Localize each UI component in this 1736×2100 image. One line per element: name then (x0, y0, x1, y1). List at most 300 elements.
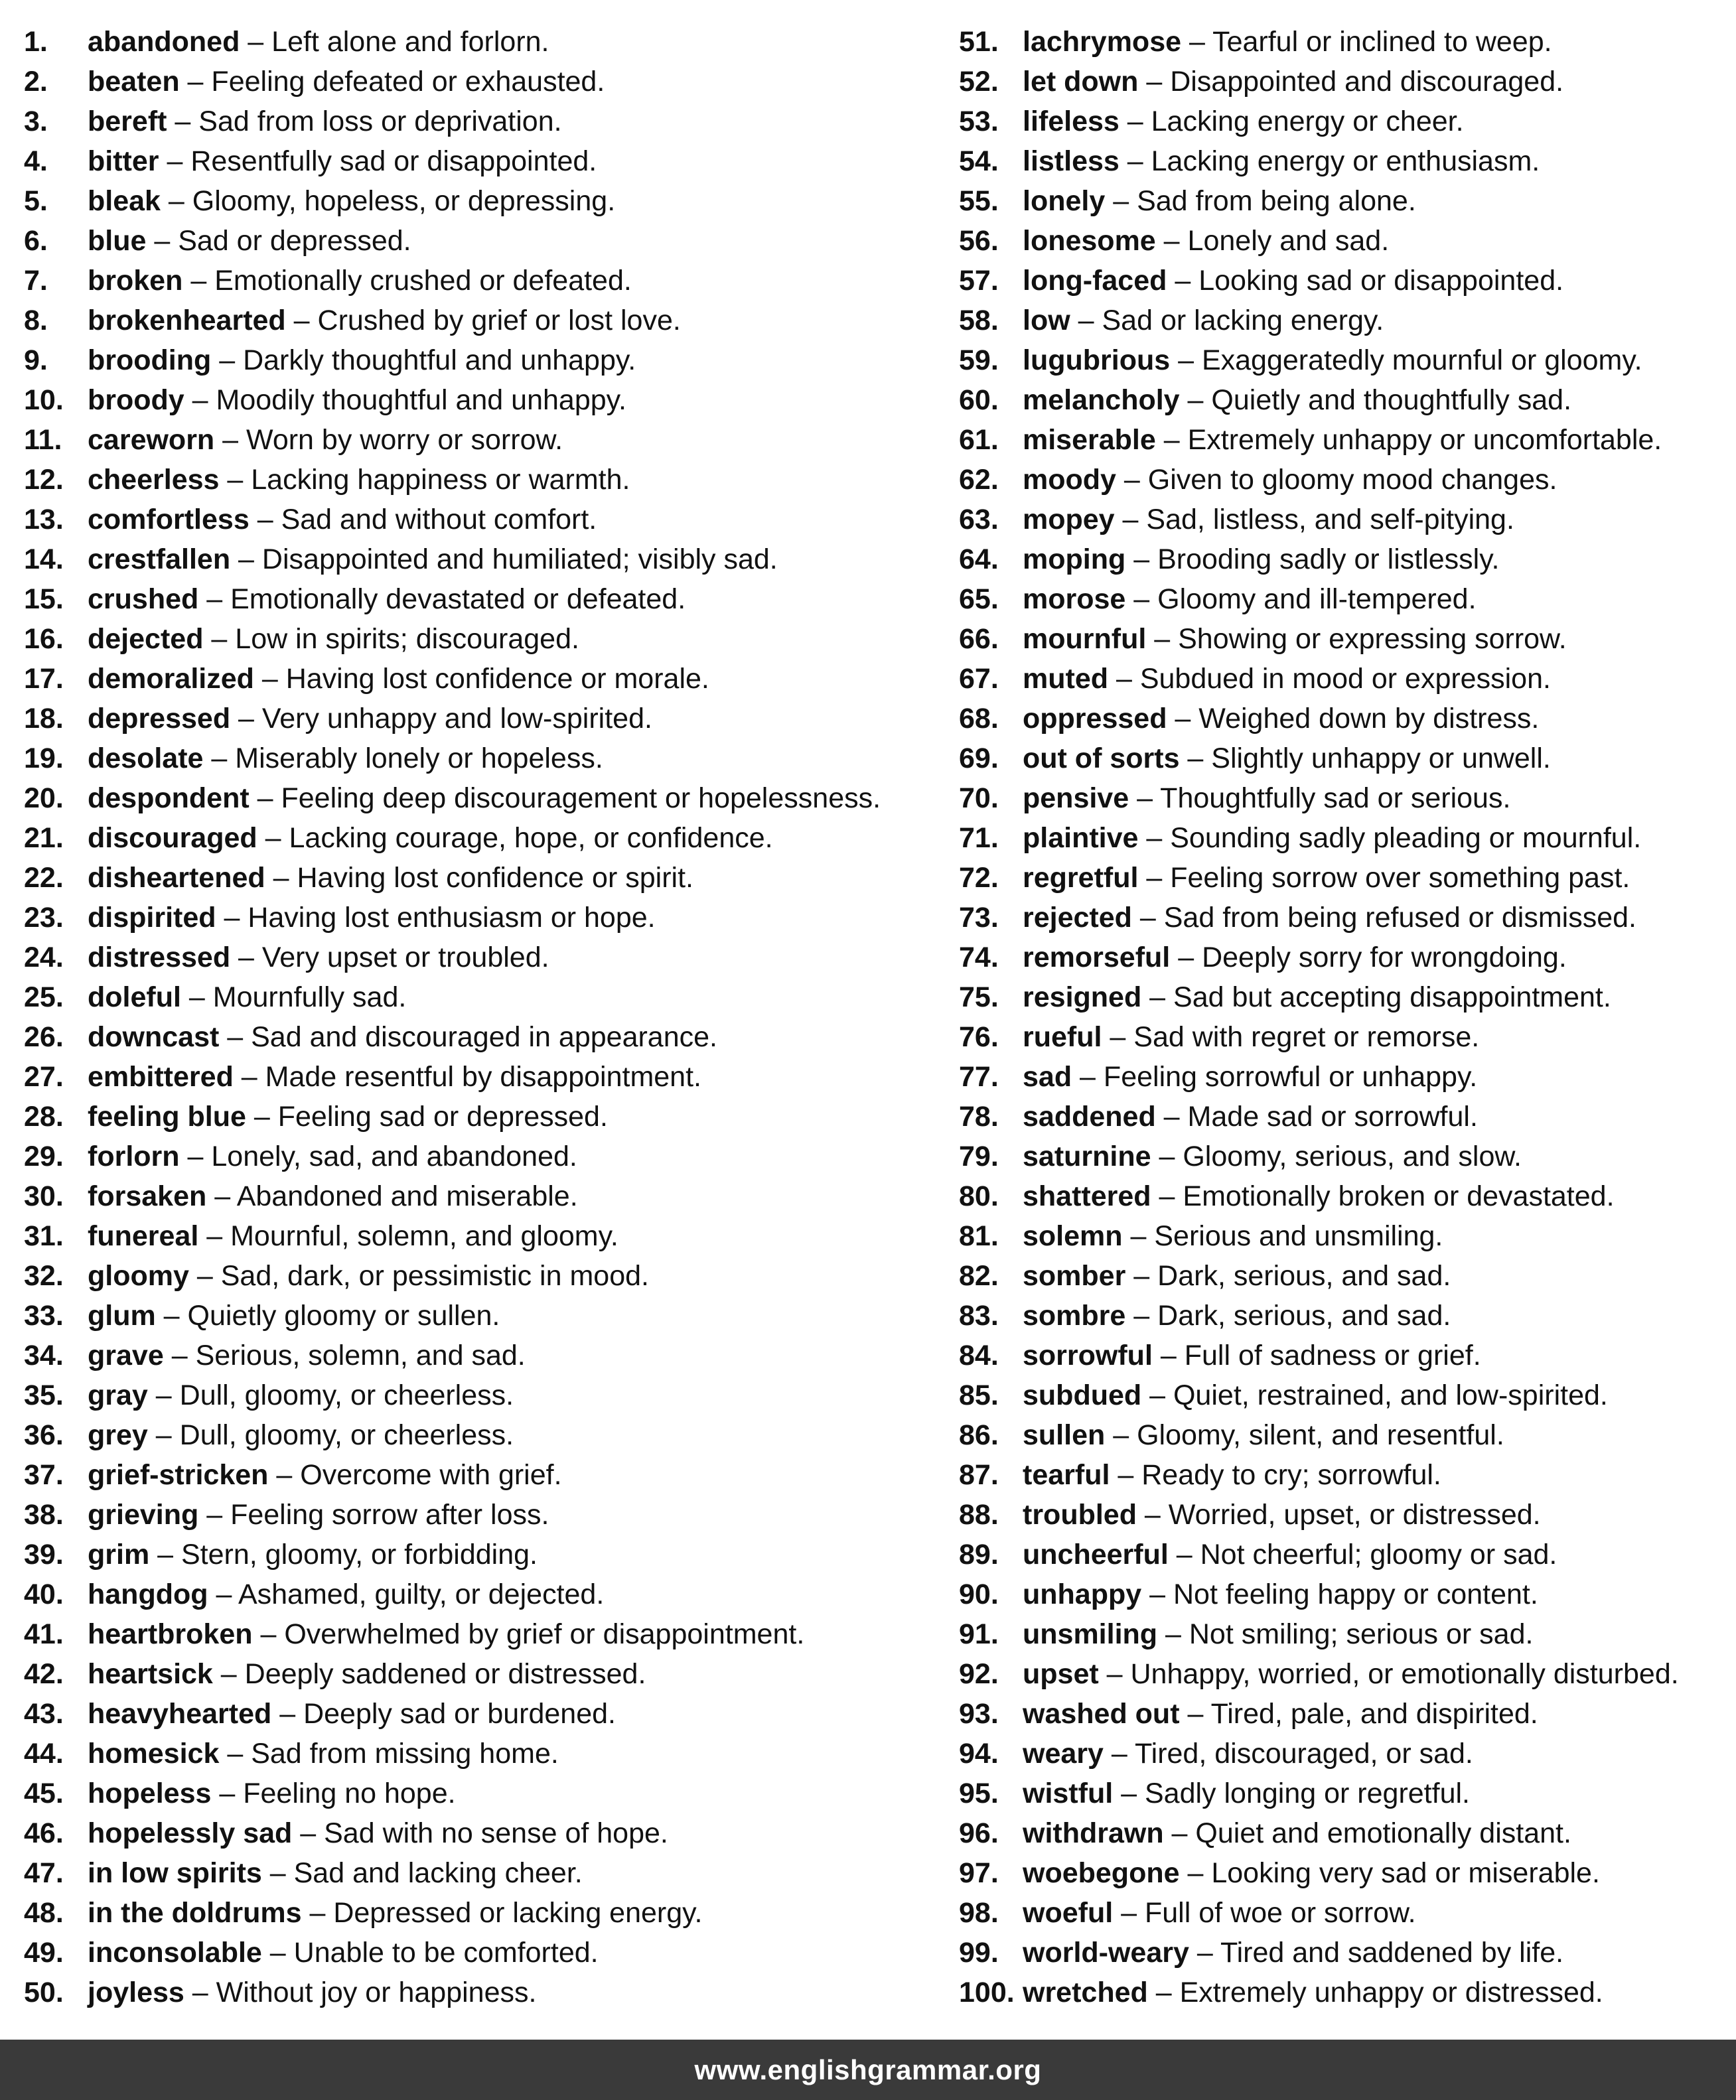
entry-content (1023, 1614, 1533, 1654)
entry-number: 65. (959, 583, 999, 615)
word-entry (24, 1017, 940, 1057)
entry-definition: Lonely, sad, and abandoned. (211, 1141, 577, 1172)
entry-definition: Moodily thoughtful and unhappy. (216, 384, 626, 416)
entry-definition: Worried, upset, or distressed. (1168, 1499, 1541, 1531)
word-entry (959, 778, 1729, 818)
word-entry (24, 102, 940, 141)
entry-number: 44. (24, 1738, 64, 1770)
entry-separator: – (1125, 1260, 1158, 1292)
entry-separator: – (1141, 1379, 1173, 1411)
entry-number: 64. (959, 543, 999, 575)
entry-separator: – (1110, 1459, 1142, 1491)
word-entry (959, 1893, 1729, 1933)
word-entry (959, 340, 1729, 380)
entry-number: 100. (959, 1977, 1015, 2008)
entry-term: in the doldrums (88, 1897, 302, 1929)
entry-separator: – (206, 1180, 237, 1212)
word-entry (24, 1176, 940, 1216)
entry-content (88, 579, 686, 619)
word-entry (959, 22, 1729, 62)
entry-definition: Having lost confidence or morale. (285, 663, 709, 695)
entry-definition: Sad and discouraged in appearance. (251, 1021, 717, 1053)
word-entry (959, 1216, 1729, 1256)
entry-content (1023, 1973, 1603, 2012)
entry-separator: – (167, 105, 199, 137)
word-entry (24, 1853, 940, 1893)
entry-separator: – (203, 623, 236, 655)
entry-number: 57. (959, 265, 999, 297)
entry-term: miserable (1023, 424, 1156, 456)
entry-term: weary (1023, 1738, 1104, 1770)
entry-term: upset (1023, 1658, 1099, 1690)
word-entry (959, 938, 1729, 977)
entry-term: resigned (1023, 981, 1142, 1013)
entry-term: dejected (88, 623, 204, 655)
word-entry (959, 1017, 1729, 1057)
entry-definition: Quietly gloomy or sullen. (187, 1300, 500, 1332)
entry-separator: – (203, 742, 236, 774)
entry-separator: – (285, 305, 318, 336)
entry-number: 28. (24, 1101, 64, 1133)
word-entry (959, 1973, 1729, 2012)
entry-definition: Tired and saddened by life. (1220, 1937, 1564, 1969)
entry-definition: Sad, listless, and self-pitying. (1146, 504, 1514, 535)
entry-number: 10. (24, 384, 64, 416)
entry-term: tearful (1023, 1459, 1110, 1491)
entry-content (1023, 221, 1389, 261)
word-entry (959, 1495, 1729, 1535)
word-entry (959, 1256, 1729, 1296)
entry-term: forlorn (88, 1141, 180, 1172)
entry-content (1023, 1375, 1608, 1415)
entry-number: 20. (24, 782, 64, 814)
entry-number: 36. (24, 1419, 64, 1451)
entry-separator: – (252, 1618, 285, 1650)
entry-separator: – (1070, 305, 1102, 336)
entry-separator: – (253, 663, 286, 695)
entry-number: 5. (24, 185, 48, 217)
entry-separator: – (1179, 742, 1212, 774)
word-entry (24, 579, 940, 619)
entry-term: in low spirits (88, 1857, 262, 1889)
entry-content (1023, 699, 1539, 738)
entry-number: 3. (24, 105, 48, 137)
word-entry (24, 340, 940, 380)
entry-content (88, 1455, 562, 1495)
entry-separator: – (1157, 1618, 1189, 1650)
entry-term: disheartened (88, 862, 265, 894)
entry-separator: – (230, 703, 262, 735)
word-entry (959, 579, 1729, 619)
entry-separator: – (179, 66, 212, 98)
entry-separator: – (268, 1459, 301, 1491)
entry-content (1023, 181, 1416, 221)
entry-term: grey (88, 1419, 148, 1451)
word-entry (959, 141, 1729, 181)
entry-number: 73. (959, 902, 999, 934)
entry-term: unsmiling (1023, 1618, 1158, 1650)
entry-term: embittered (88, 1061, 234, 1093)
entry-definition: Brooding sadly or listlessly. (1157, 543, 1500, 575)
word-entry (959, 738, 1729, 778)
entry-separator: – (292, 1817, 325, 1849)
entry-term: lugubrious (1023, 344, 1171, 376)
entry-number: 97. (959, 1857, 999, 1889)
entry-content (88, 221, 411, 261)
entry-separator: – (1170, 344, 1202, 376)
entry-separator: – (149, 1539, 181, 1571)
entry-definition: Sad from being refused or dismissed. (1163, 902, 1636, 934)
entry-term: bereft (88, 105, 167, 137)
entry-content (88, 619, 579, 659)
entry-definition: Depressed or lacking energy. (333, 1897, 703, 1929)
entry-separator: – (1141, 1578, 1173, 1610)
entry-content (88, 301, 681, 340)
entry-content (88, 738, 603, 778)
entry-term: woeful (1023, 1897, 1114, 1929)
word-entry (959, 977, 1729, 1017)
entry-separator: – (1179, 1698, 1211, 1730)
word-entry (959, 1933, 1729, 1973)
entry-content (1023, 1336, 1481, 1375)
entry-separator: – (1146, 623, 1179, 655)
word-entry (959, 1176, 1729, 1216)
entry-term: heartbroken (88, 1618, 253, 1650)
entry-number: 66. (959, 623, 999, 655)
entry-number: 99. (959, 1937, 999, 1969)
word-entry (959, 699, 1729, 738)
entry-content (88, 261, 632, 301)
entry-separator: – (1151, 1141, 1183, 1172)
entry-content (1023, 1774, 1470, 1813)
word-entry (959, 818, 1729, 858)
entry-term: rejected (1023, 902, 1132, 934)
entry-separator: – (147, 1419, 180, 1451)
entry-content (88, 420, 563, 460)
entry-content (88, 818, 773, 858)
entry-definition: Deeply sorry for wrongdoing. (1202, 942, 1567, 973)
entry-definition: Left alone and forlorn. (271, 26, 549, 58)
entry-separator: – (1125, 1300, 1158, 1332)
entry-definition: Dark, serious, and sad. (1157, 1260, 1451, 1292)
entry-definition: Having lost confidence or spirit. (297, 862, 693, 894)
entry-content (88, 659, 709, 699)
entry-separator: – (1116, 464, 1148, 496)
entry-separator: – (1138, 862, 1171, 894)
entry-definition: Sad or depressed. (178, 225, 411, 257)
entry-term: distressed (88, 942, 231, 973)
entry-separator: – (1151, 1180, 1183, 1212)
entry-content (1023, 818, 1641, 858)
entry-term: wretched (1023, 1977, 1148, 2008)
entry-number: 53. (959, 105, 999, 137)
entry-definition: Dark, serious, and sad. (1157, 1300, 1451, 1332)
entry-definition: Sad with regret or remorse. (1133, 1021, 1480, 1053)
entry-term: sorrowful (1023, 1340, 1153, 1371)
entry-content (88, 858, 693, 898)
word-entry (24, 818, 940, 858)
entry-separator: – (1129, 782, 1161, 814)
word-entry (24, 619, 940, 659)
entry-content (88, 1296, 500, 1336)
entry-number: 1. (24, 26, 48, 58)
entry-term: desolate (88, 742, 204, 774)
entry-term: grim (88, 1539, 150, 1571)
entry-definition: Thoughtfully sad or serious. (1160, 782, 1511, 814)
entry-content (88, 1813, 668, 1853)
entry-separator: – (146, 225, 179, 257)
entry-separator: – (181, 981, 213, 1013)
entry-number: 77. (959, 1061, 999, 1093)
entry-term: feeling blue (88, 1101, 246, 1133)
word-entry (959, 1853, 1729, 1893)
entry-content (88, 1336, 526, 1375)
entry-number: 23. (24, 902, 64, 934)
entry-number: 47. (24, 1857, 64, 1889)
word-entry (24, 1455, 940, 1495)
entry-definition: Serious, solemn, and sad. (195, 1340, 526, 1371)
entry-term: broken (88, 265, 183, 297)
entry-number: 46. (24, 1817, 64, 1849)
entry-separator: – (198, 1220, 231, 1252)
entry-number: 27. (24, 1061, 64, 1093)
entry-content (1023, 1137, 1522, 1176)
word-entry (959, 1097, 1729, 1137)
word-entry (959, 1575, 1729, 1614)
entry-content (88, 1137, 577, 1176)
entry-definition: Mournful, solemn, and gloomy. (230, 1220, 618, 1252)
entry-definition: Serious and unsmiling. (1154, 1220, 1443, 1252)
entry-content (88, 1495, 549, 1535)
entry-content (1023, 778, 1510, 818)
entry-term: lachrymose (1023, 26, 1182, 58)
word-entry (24, 301, 940, 340)
word-entry (959, 1774, 1729, 1813)
entry-content (88, 1734, 559, 1774)
entry-content (88, 1256, 649, 1296)
word-entry (959, 500, 1729, 539)
entry-definition: Full of sadness or grief. (1184, 1340, 1481, 1371)
entry-definition: Having lost enthusiasm or hope. (248, 902, 656, 934)
word-entry (959, 1654, 1729, 1694)
entry-term: bleak (88, 185, 161, 217)
entry-separator: – (257, 822, 289, 854)
entry-definition: Worn by worry or sorrow. (246, 424, 563, 456)
entry-number: 49. (24, 1937, 64, 1969)
word-entry (24, 22, 940, 62)
entry-separator: – (1152, 1340, 1185, 1371)
entry-number: 22. (24, 862, 64, 894)
entry-term: melancholy (1023, 384, 1180, 416)
entry-separator: – (1102, 1021, 1134, 1053)
entry-number: 8. (24, 305, 48, 336)
entry-term: shattered (1023, 1180, 1151, 1212)
entry-content (1023, 1575, 1538, 1614)
entry-content (1023, 380, 1571, 420)
entry-term: homesick (88, 1738, 220, 1770)
entry-definition: Given to gloomy mood changes. (1147, 464, 1557, 496)
entry-separator: – (1155, 424, 1188, 456)
word-entry (24, 1057, 940, 1097)
entry-content (1023, 301, 1384, 340)
entry-number: 92. (959, 1658, 999, 1690)
word-entry (959, 539, 1729, 579)
word-entry (959, 62, 1729, 102)
entry-number: 87. (959, 1459, 999, 1491)
entry-term: unhappy (1023, 1578, 1142, 1610)
entry-term: remorseful (1023, 942, 1171, 973)
entry-separator: – (219, 1021, 252, 1053)
entry-separator: – (198, 1499, 231, 1531)
entry-definition: Sad with no sense of hope. (324, 1817, 668, 1849)
entry-number: 94. (959, 1738, 999, 1770)
entry-number: 31. (24, 1220, 64, 1252)
entry-term: woebegone (1023, 1857, 1180, 1889)
word-entry (24, 778, 940, 818)
entry-term: demoralized (88, 663, 254, 695)
word-entry (24, 62, 940, 102)
entry-separator: – (1119, 105, 1151, 137)
entry-content (88, 778, 881, 818)
entry-separator: – (1138, 822, 1171, 854)
entry-term: hopelessly sad (88, 1817, 293, 1849)
word-entry (24, 141, 940, 181)
entry-number: 58. (959, 305, 999, 336)
entry-term: heartsick (88, 1658, 213, 1690)
entry-term: glum (88, 1300, 156, 1332)
entry-term: morose (1023, 583, 1126, 615)
word-entry (959, 1415, 1729, 1455)
entry-definition: Gloomy and ill-tempered. (1157, 583, 1477, 615)
entry-number: 37. (24, 1459, 64, 1491)
entry-number: 18. (24, 703, 64, 735)
entry-term: washed out (1023, 1698, 1180, 1730)
entry-number: 59. (959, 344, 999, 376)
entry-separator: – (1179, 1857, 1212, 1889)
entry-content (88, 1973, 536, 2012)
entry-content (1023, 1455, 1441, 1495)
word-entry (959, 102, 1729, 141)
word-entry (24, 539, 940, 579)
entry-content (1023, 738, 1551, 778)
word-list-right-column (959, 22, 1729, 2012)
entry-separator: – (163, 1340, 196, 1371)
entry-separator: – (1108, 663, 1140, 695)
entry-term: sad (1023, 1061, 1072, 1093)
entry-number: 81. (959, 1220, 999, 1252)
entry-content (1023, 1256, 1451, 1296)
entry-content (88, 1614, 804, 1654)
entry-term: listless (1023, 145, 1120, 177)
entry-number: 2. (24, 66, 48, 98)
word-entry (24, 181, 940, 221)
entry-definition: Feeling sad or depressed. (277, 1101, 608, 1133)
entry-term: lonesome (1023, 225, 1156, 257)
entry-separator: – (208, 1578, 238, 1610)
entry-term: saddened (1023, 1101, 1156, 1133)
entry-content (1023, 1694, 1538, 1734)
entry-term: world-weary (1023, 1937, 1189, 1969)
entry-number: 60. (959, 384, 999, 416)
entry-definition: Feeling defeated or exhausted. (211, 66, 605, 98)
entry-content (1023, 22, 1552, 62)
entry-definition: Very upset or troubled. (261, 942, 549, 973)
entry-separator: – (1141, 981, 1174, 1013)
entry-content (1023, 977, 1611, 1017)
entry-content (88, 1933, 599, 1973)
entry-content (88, 1375, 514, 1415)
entry-separator: – (1170, 942, 1202, 973)
entry-definition: Full of woe or sorrow. (1144, 1897, 1416, 1929)
entry-number: 69. (959, 742, 999, 774)
entry-term: despondent (88, 782, 250, 814)
entry-term: mopey (1023, 504, 1115, 535)
entry-term: blue (88, 225, 147, 257)
entry-number: 71. (959, 822, 999, 854)
entry-content (1023, 539, 1499, 579)
entry-separator: – (188, 1260, 221, 1292)
entry-definition: Overwhelmed by grief or disappointment. (284, 1618, 805, 1650)
entry-content (88, 500, 597, 539)
entry-number: 72. (959, 862, 999, 894)
entry-separator: – (1181, 26, 1213, 58)
entry-term: grief-stricken (88, 1459, 269, 1491)
entry-content (1023, 1734, 1473, 1774)
entry-content (88, 62, 605, 102)
word-entry (24, 1137, 940, 1176)
entry-separator: – (1167, 265, 1199, 297)
entry-definition: Quiet and emotionally distant. (1195, 1817, 1571, 1849)
entry-content (88, 1893, 702, 1933)
entry-definition: Extremely unhappy or distressed. (1179, 1977, 1603, 2008)
word-entry (24, 977, 940, 1017)
entry-term: forsaken (88, 1180, 207, 1212)
entry-term: oppressed (1023, 703, 1167, 735)
entry-definition: Gloomy, silent, and resentful. (1137, 1419, 1504, 1451)
entry-term: gray (88, 1379, 148, 1411)
footer-bar (0, 2040, 1736, 2100)
entry-separator: – (216, 902, 248, 934)
entry-content (1023, 102, 1464, 141)
word-entry (24, 1774, 940, 1813)
entry-content (1023, 1017, 1479, 1057)
entry-content (1023, 898, 1636, 938)
entry-definition: Emotionally devastated or defeated. (230, 583, 686, 615)
entry-number: 78. (959, 1101, 999, 1133)
entry-term: moody (1023, 464, 1116, 496)
word-entry (959, 898, 1729, 938)
word-entry (959, 619, 1729, 659)
word-entry (24, 261, 940, 301)
word-entry (24, 1296, 940, 1336)
entry-number: 83. (959, 1300, 999, 1332)
entry-content (88, 1853, 583, 1893)
entry-definition: Tired, discouraged, or sad. (1134, 1738, 1473, 1770)
word-entry (959, 221, 1729, 261)
entry-definition: Sad and without comfort. (281, 504, 597, 535)
entry-number: 70. (959, 782, 999, 814)
entry-content (88, 340, 636, 380)
entry-definition: Mournfully sad. (212, 981, 407, 1013)
entry-number: 38. (24, 1499, 64, 1531)
word-entry (959, 261, 1729, 301)
entry-definition: Looking sad or disappointed. (1198, 265, 1564, 297)
entry-definition: Sadly longing or regretful. (1144, 1778, 1470, 1809)
entry-definition: Sad, dark, or pessimistic in mood. (220, 1260, 649, 1292)
entry-content (1023, 1415, 1504, 1455)
entry-term: plaintive (1023, 822, 1139, 854)
entry-content (1023, 1933, 1563, 1973)
